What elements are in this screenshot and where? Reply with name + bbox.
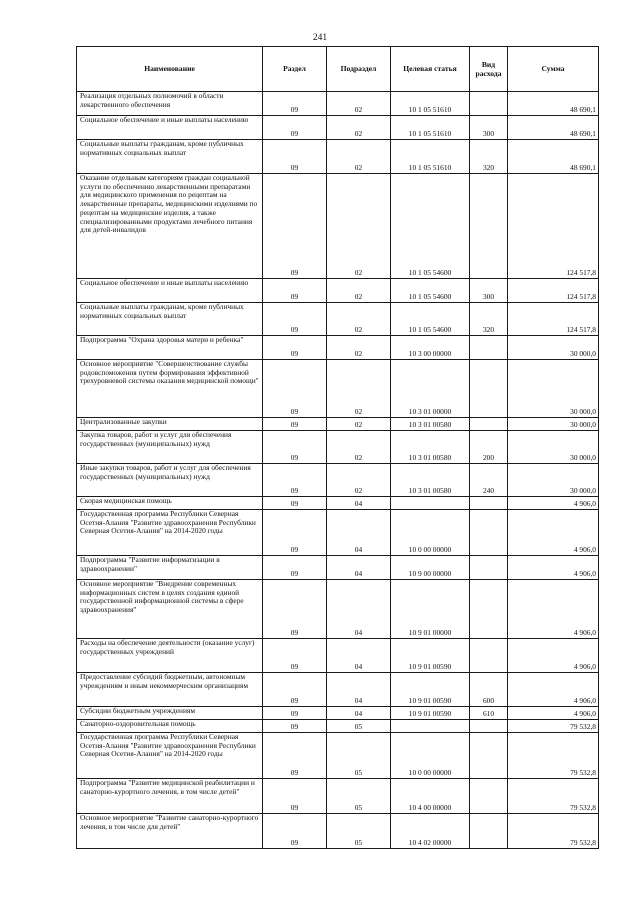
row-razdel: 09 [263,707,327,720]
table-row [77,510,599,556]
row-sum: 79 532,8 [508,720,599,733]
row-vid: 300 [470,279,508,303]
row-target: 10 9 00 00000 [391,556,470,580]
row-target [391,497,470,510]
table-row [77,580,599,639]
row-vid [470,360,508,418]
row-target: 10 1 05 54600 [391,174,470,279]
row-vid [470,92,508,116]
row-sum: 48 690,1 [508,92,599,116]
table-row [77,464,599,497]
row-podrazdel: 04 [327,497,391,510]
row-podrazdel: 04 [327,510,391,556]
row-razdel: 09 [263,814,327,849]
row-razdel: 09 [263,673,327,707]
row-podrazdel: 02 [327,431,391,464]
row-name: Основное мероприятие "Внедрение современных информационных систем в целях создания единой государственной информационной системы в сфере здравоохранения" [77,580,263,639]
row-podrazdel: 05 [327,720,391,733]
row-podrazdel: 02 [327,303,391,336]
row-razdel: 09 [263,279,327,303]
row-target: 10 3 00 00000 [391,336,470,360]
row-podrazdel: 05 [327,779,391,814]
row-vid [470,336,508,360]
row-podrazdel: 04 [327,707,391,720]
row-name: Расходы на обеспечение деятельности (оказание услуг) государственных учреждений [77,639,263,673]
row-name: Основное мероприятие "Совершенствование службы родовспоможения путем формирования эффективной трехуровневой системы оказания медицинской помощи" [77,360,263,418]
row-target: 10 0 00 00000 [391,733,470,779]
row-name: Предоставление субсидий бюджетным, автономным учреждениям и иным некоммерческим организациям [77,673,263,707]
table-row [77,814,599,849]
table-row [77,174,599,279]
row-sum: 30 000,0 [508,336,599,360]
row-podrazdel: 02 [327,174,391,279]
row-name: Социальные выплаты гражданам, кроме публичных нормативных социальных выплат [77,140,263,174]
row-vid [470,510,508,556]
row-name: Иные закупки товаров, работ и услуг для обеспечения государственных (муниципальных) нужд [77,464,263,497]
row-podrazdel: 02 [327,464,391,497]
row-sum: 4 906,0 [508,707,599,720]
row-razdel: 09 [263,464,327,497]
row-target: 10 9 01 00590 [391,639,470,673]
row-podrazdel: 02 [327,360,391,418]
table-row [77,279,599,303]
table-row [77,431,599,464]
row-razdel: 09 [263,360,327,418]
table-row [77,418,599,431]
row-podrazdel: 02 [327,92,391,116]
table-row [77,140,599,174]
row-target: 10 4 00 00000 [391,779,470,814]
row-podrazdel: 05 [327,814,391,849]
row-target: 10 0 00 00000 [391,510,470,556]
row-vid [470,779,508,814]
row-razdel: 09 [263,140,327,174]
table-row [77,733,599,779]
row-vid [470,580,508,639]
row-name: Подпрограмма "Развитие информатизации в здравоохранении" [77,556,263,580]
row-name: Подпрограмма "Охрана здоровья матери и ребенка" [77,336,263,360]
row-razdel: 09 [263,733,327,779]
row-vid: 320 [470,303,508,336]
row-razdel: 09 [263,92,327,116]
row-vid: 610 [470,707,508,720]
header-name: Наименование [77,47,263,92]
row-sum: 79 532,8 [508,733,599,779]
header-target: Целевая статья [391,47,470,92]
row-sum: 4 906,0 [508,580,599,639]
row-vid [470,418,508,431]
row-target: 10 3 01 00580 [391,418,470,431]
row-vid [470,174,508,279]
row-sum: 30 000,0 [508,431,599,464]
row-sum: 4 906,0 [508,510,599,556]
row-name: Государственная программа Республики Северная Осетия-Алания "Развитие здравоохранения Республики Северная Осетия-Алания" на 2014-2020 годы [77,733,263,779]
row-sum: 4 906,0 [508,556,599,580]
row-podrazdel: 02 [327,418,391,431]
table-row [77,779,599,814]
row-target: 10 1 05 54600 [391,303,470,336]
row-sum: 124 517,8 [508,279,599,303]
row-name: Централизованные закупки [77,418,263,431]
row-vid: 300 [470,116,508,140]
row-name: Скорая медицинская помощь [77,497,263,510]
row-vid [470,814,508,849]
budget-table [76,46,599,849]
row-target: 10 4 02 00000 [391,814,470,849]
row-razdel: 09 [263,556,327,580]
row-podrazdel: 05 [327,733,391,779]
row-sum: 4 906,0 [508,673,599,707]
table-row [77,707,599,720]
row-vid [470,556,508,580]
row-sum: 79 532,8 [508,779,599,814]
row-name: Основное мероприятие "Развитие санаторно-курортного лечения, в том числе для детей" [77,814,263,849]
row-vid: 600 [470,673,508,707]
row-sum: 124 517,8 [508,303,599,336]
row-vid [470,720,508,733]
row-target [391,720,470,733]
row-podrazdel: 02 [327,140,391,174]
row-name: Оказание отдельным категориям граждан социальной услуги по обеспечению лекарственными препаратами для медицинского применения по рецептам на лекарственные препараты, медицинскими изделиями по рецептам на медицинские изделия, а также специализированными продуктами лечебного питания для детей-инвалидов [77,174,263,279]
row-sum: 48 690,1 [508,140,599,174]
row-podrazdel: 04 [327,556,391,580]
row-razdel: 09 [263,510,327,556]
row-razdel: 09 [263,639,327,673]
row-razdel: 09 [263,497,327,510]
row-sum: 4 906,0 [508,497,599,510]
row-razdel: 09 [263,418,327,431]
row-sum: 79 532,8 [508,814,599,849]
row-target: 10 9 01 00000 [391,580,470,639]
header-vid: Вид расхода [470,47,508,92]
row-vid [470,733,508,779]
table-row [77,303,599,336]
row-name: Социальные выплаты гражданам, кроме публичных нормативных социальных выплат [77,303,263,336]
row-name: Субсидии бюджетным учреждениям [77,707,263,720]
row-razdel: 09 [263,779,327,814]
table-row [77,556,599,580]
row-name: Государственная программа Республики Северная Осетия-Алания "Развитие здравоохранения Республики Северная Осетия-Алания" на 2014-2020 годы [77,510,263,556]
row-target: 10 9 01 00590 [391,673,470,707]
row-name: Санаторно-оздоровительная помощь [77,720,263,733]
row-vid: 240 [470,464,508,497]
row-sum: 4 906,0 [508,639,599,673]
row-sum: 30 000,0 [508,360,599,418]
row-target: 10 3 01 00580 [391,431,470,464]
page-number: 241 [312,33,328,43]
table-row [77,360,599,418]
header-podrazdel: Подраздел [327,47,391,92]
row-target: 10 9 01 00590 [391,707,470,720]
row-target: 10 1 05 51610 [391,92,470,116]
row-podrazdel: 02 [327,279,391,303]
table-row [77,336,599,360]
row-razdel: 09 [263,174,327,279]
row-target: 10 1 05 51610 [391,116,470,140]
table-row [77,639,599,673]
row-vid: 200 [470,431,508,464]
row-podrazdel: 02 [327,336,391,360]
row-target: 10 1 05 51610 [391,140,470,174]
row-razdel: 09 [263,303,327,336]
row-name: Социальное обеспечение и иные выплаты населению [77,279,263,303]
row-vid [470,639,508,673]
row-name: Социальное обеспечение и иные выплаты населению [77,116,263,140]
row-razdel: 09 [263,116,327,140]
row-name: Подпрограмма "Развитие медицинской реабилитации и санаторно-курортного лечения, в том числе детей" [77,779,263,814]
row-vid: 320 [470,140,508,174]
table-row [77,497,599,510]
row-podrazdel: 04 [327,580,391,639]
row-sum: 48 690,1 [508,116,599,140]
row-sum: 124 517,8 [508,174,599,279]
header-razdel: Раздел [263,47,327,92]
row-podrazdel: 02 [327,116,391,140]
table-row [77,673,599,707]
row-target: 10 3 01 00580 [391,464,470,497]
row-vid [470,497,508,510]
row-target: 10 3 01 00000 [391,360,470,418]
row-name: Закупка товаров, работ и услуг для обеспечения государственных (муниципальных) нужд [77,431,263,464]
row-razdel: 09 [263,720,327,733]
table-row [77,720,599,733]
row-razdel: 09 [263,336,327,360]
row-razdel: 09 [263,580,327,639]
row-name: Реализация отдельных полномочий в области лекарственного обеспечения [77,92,263,116]
table-header-row [77,47,599,92]
row-target: 10 1 05 54600 [391,279,470,303]
row-razdel: 09 [263,431,327,464]
row-sum: 30 000,0 [508,418,599,431]
row-podrazdel: 04 [327,639,391,673]
row-podrazdel: 04 [327,673,391,707]
table-row [77,92,599,116]
table-row [77,116,599,140]
header-sum: Сумма [508,47,599,92]
row-sum: 30 000,0 [508,464,599,497]
